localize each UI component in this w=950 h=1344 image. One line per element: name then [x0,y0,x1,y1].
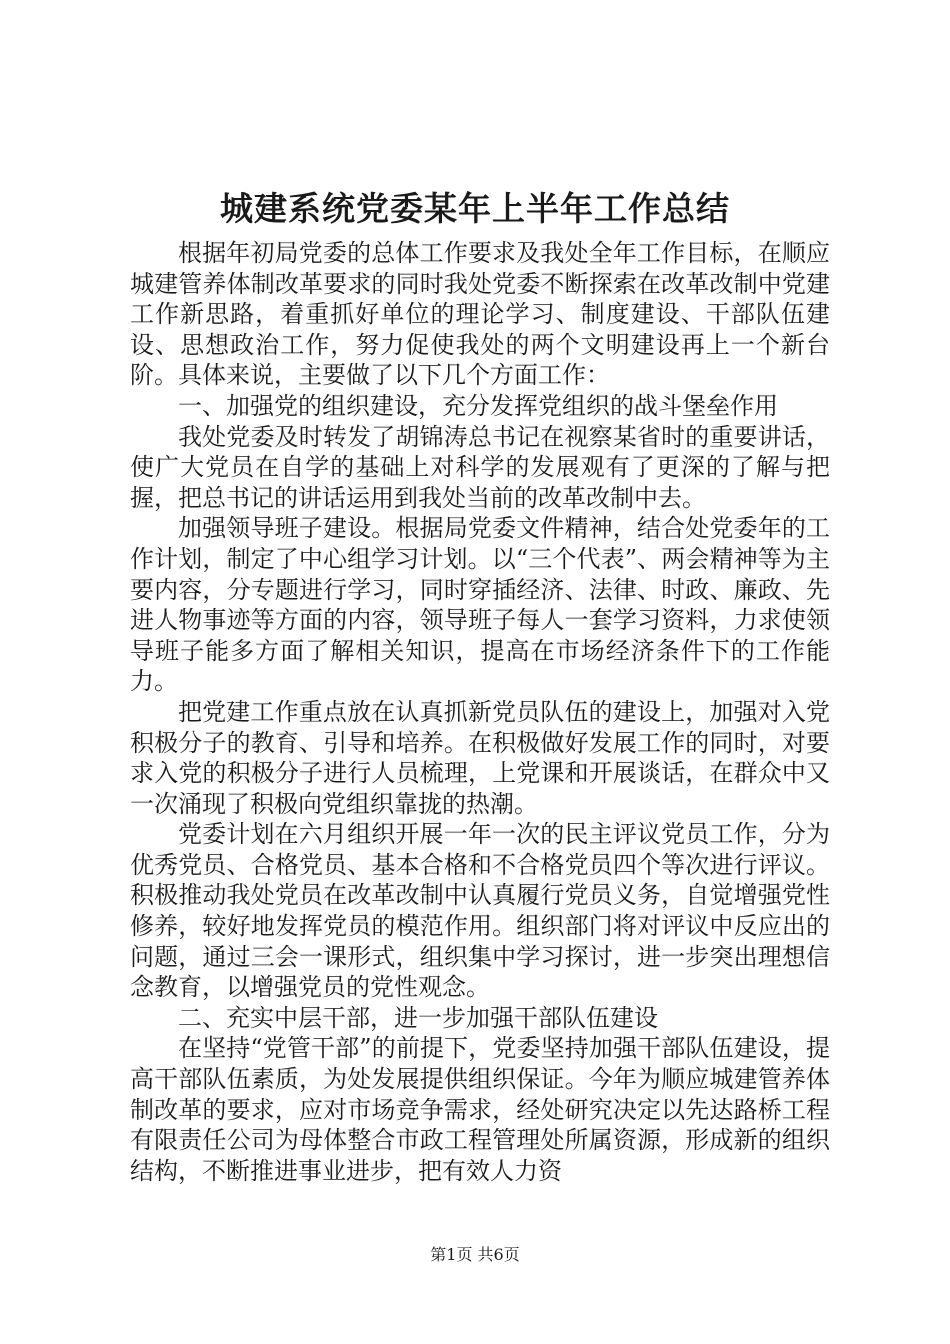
paragraph: 把党建工作重点放在认真抓新党员队伍的建设上，加强对入党积极分子的教育、引导和培养。在积极做好发展工作的同时，对要求入党的积极分子进行人员梳理，上党课和开展谈话，在群众中又一次涌现了积极向党组织靠拢的热潮。 [130,697,830,818]
paragraph-intro: 根据年初局党委的总体工作要求及我处全年工作目标，在顺应城建管养体制改革要求的同时我处党委不断探索在改革改制中党建工作新思路，着重抓好单位的理论学习、制度建设、干部队伍建设、思想政治工作，努力促使我处的两个文明建设再上一个新台阶。具体来说，主要做了以下几个方面工作： [130,239,830,390]
section-heading-1: 一、加强党的组织建设，充分发挥党组织的战斗堡垒作用 [178,391,778,420]
document-body [130,238,830,1186]
paragraph: 加强领导班子建设。根据局党委文件精神，结合处党委年的工作计划，制定了中心组学习计划。以“三个代表”、两会精神等为主要内容，分专题进行学习，同时穿插经济、法律、时政、廉政、先进人物事迹等方面的内容，领导班子每人一套学习资料，力求使领导班子能多方面了解相关知识，提高在市场经济条件下的工作能力。 [130,514,830,696]
paragraph: 在坚持“党管干部”的前提下，党委坚持加强干部队伍建设，提高干部队伍素质，为处发展提供组织保证。今年为顺应城建管养体制改革的要求，应对市场竞争需求，经处研究决定以先达路桥工程有限责任公司为母体整合市政工程管理处所属资源，形成新的组织结构，不断推进事业进步，把有效人力资 [130,1034,830,1185]
document-title: 城建系统党委某年上半年工作总结 [220,189,730,228]
page-footer: 第1页 共6页 [430,1245,520,1264]
section-heading-2: 二、充实中层干部，进一步加强干部队伍建设 [178,1003,658,1032]
paragraph: 我处党委及时转发了胡锦涛总书记在视察某省时的重要讲话，使广大党员在自学的基础上对科学的发展观有了更深的了解与把握，把总书记的讲话运用到我处当前的改革改制中去。 [130,422,830,512]
paragraph: 党委计划在六月组织开展一年一次的民主评议党员工作，分为优秀党员、合格党员、基本合格和不合格党员四个等次进行评议。积极推动我处党员在改革改制中认真履行党员义务，自觉增强党性修养，较好地发挥党员的模范作用。组织部门将对评议中反应出的问题，通过三会一课形式，组织集中学习探讨，进一步突出理想信念教育，以增强党员的党性观念。 [130,820,830,1002]
